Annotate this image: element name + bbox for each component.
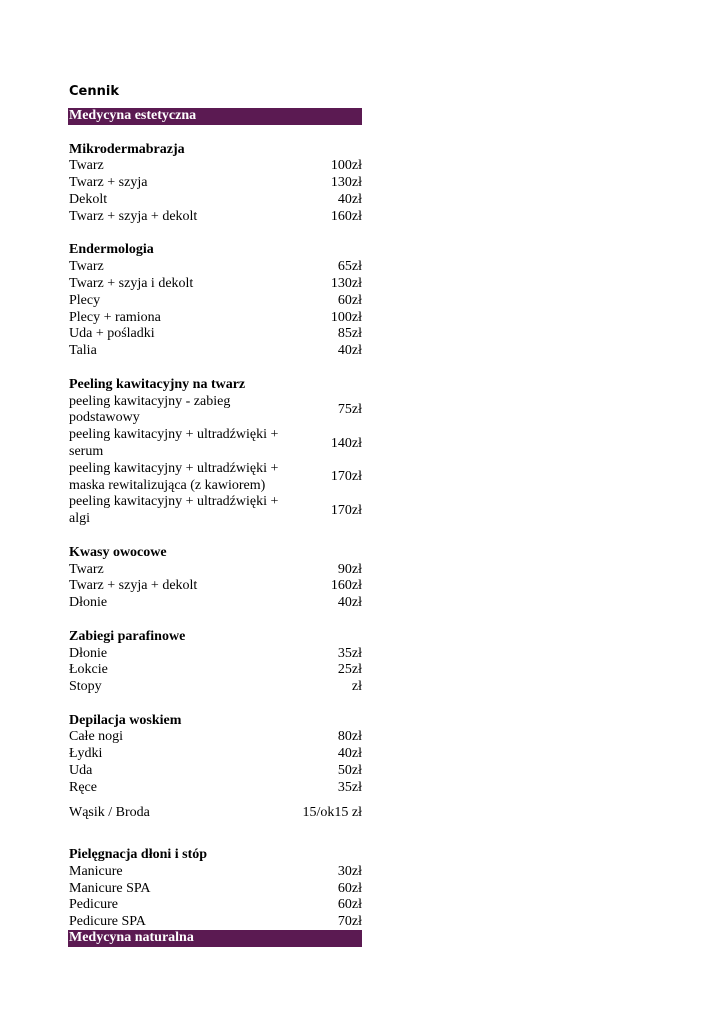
service-name: Manicure [69,863,123,879]
service-name: Twarz [69,259,104,275]
service-price: 130zł [330,275,362,291]
price-row [68,646,362,663]
service-price: 65zł [337,259,362,275]
service-price: 40zł [337,343,362,359]
service-name: peeling kawitacyjny + ultradźwięki + maska rewitalizująca (z kawiorem) [69,460,279,493]
price-row [68,797,362,831]
service-price: 60zł [337,897,362,913]
service-name: Stopy [69,679,102,695]
service-name: Ręce [69,779,97,795]
spacer [68,125,362,142]
service-price: 85zł [337,326,362,342]
price-row [68,326,362,343]
service-name: Dłonie [69,645,108,661]
price-row [68,780,362,797]
service-price: zł [351,679,362,695]
price-row [68,276,362,293]
price-row [68,914,362,931]
service-price: 160zł [330,208,362,224]
service-name: Plecy [69,292,101,308]
service-price: 40zł [337,191,362,207]
service-name: peeling kawitacyjny - zabieg podstawowy [69,393,231,426]
service-name: peeling kawitacyjny + ultradźwięki + serum [69,427,279,459]
price-row [68,259,362,276]
service-name: Twarz [69,561,104,577]
service-name: Twarz + szyja + dekolt [69,578,198,594]
price-row [68,158,362,175]
service-price: 100zł [330,309,362,325]
service-price: 70zł [337,914,362,930]
section-heading: Mikrodermabrazja [69,141,185,157]
service-name: peeling kawitacyjny + ultradźwięki + algi [69,494,279,527]
price-row [68,343,362,360]
service-name: Uda [69,763,93,779]
service-name: Łokcie [69,662,108,678]
section-heading: Endermologia [69,242,154,258]
price-row [68,192,362,209]
section-heading: Kwasy owocowe [69,544,167,560]
spacer [68,696,362,713]
price-row [68,864,362,881]
service-name: Talia [69,343,97,359]
price-row [68,595,362,612]
service-price: 40zł [337,746,362,762]
service-name: Dekolt [69,191,108,207]
section-heading: Peeling kawitacyjny na twarz [69,376,246,392]
spacer [68,360,362,377]
service-price: 75zł [337,401,362,417]
price-row [68,662,362,679]
service-name: Twarz [69,158,104,174]
spacer [68,830,362,847]
service-price: 35zł [337,645,362,661]
service-price: 50zł [337,763,362,779]
service-name: Łydki [69,746,103,762]
service-name: Uda + pośladki [69,326,155,342]
price-row [68,746,362,763]
price-row [68,562,362,579]
service-price: 30zł [337,863,362,879]
section-heading: Pielęgnacja dłoni i stóp [69,847,208,863]
price-row [68,310,362,327]
price-row [68,881,362,898]
service-price: 35zł [337,779,362,795]
price-row [68,897,362,914]
section-heading: Depilacja woskiem [69,712,182,728]
service-price: 15/ok15 zł [302,805,362,821]
price-row [68,763,362,780]
price-row [68,578,362,595]
service-name: Wąsik / Broda [69,805,150,821]
spacer [68,226,362,243]
price-row [68,461,362,495]
price-row [68,427,362,461]
service-price: 170zł [330,469,362,485]
price-row [68,293,362,310]
service-name: Twarz + szyja [69,175,148,191]
service-name: Pedicure [69,897,118,913]
price-row [68,175,362,192]
category-band-aesthetic: Medycyna estetyczna [68,108,362,125]
service-price: 60zł [337,292,362,308]
service-name: Dłonie [69,595,108,611]
service-price: 80zł [337,729,362,745]
price-row [68,209,362,226]
spacer [68,528,362,545]
service-price: 100zł [330,158,362,174]
page-title: Cennik [69,84,119,99]
service-name: Twarz + szyja + dekolt [69,208,198,224]
price-row [68,729,362,746]
service-price: 90zł [337,561,362,577]
service-price: 60zł [337,880,362,896]
spacer [68,612,362,629]
service-price: 25zł [337,662,362,678]
service-name: Całe nogi [69,729,124,745]
price-row [68,679,362,696]
service-price: 160zł [330,578,362,594]
service-name: Plecy + ramiona [69,309,161,325]
price-row [68,394,362,428]
service-price: 170zł [330,502,362,518]
service-name: Twarz + szyja i dekolt [69,275,194,291]
price-row [68,494,362,528]
service-name: Manicure SPA [69,880,151,896]
service-name: Pedicure SPA [69,914,146,930]
price-sheet [68,108,362,931]
category-band-natural: Medycyna naturalna [68,930,362,947]
service-price: 140zł [330,435,362,451]
section-heading: Zabiegi parafinowe [69,628,186,644]
service-price: 40zł [337,595,362,611]
service-price: 130zł [330,175,362,191]
